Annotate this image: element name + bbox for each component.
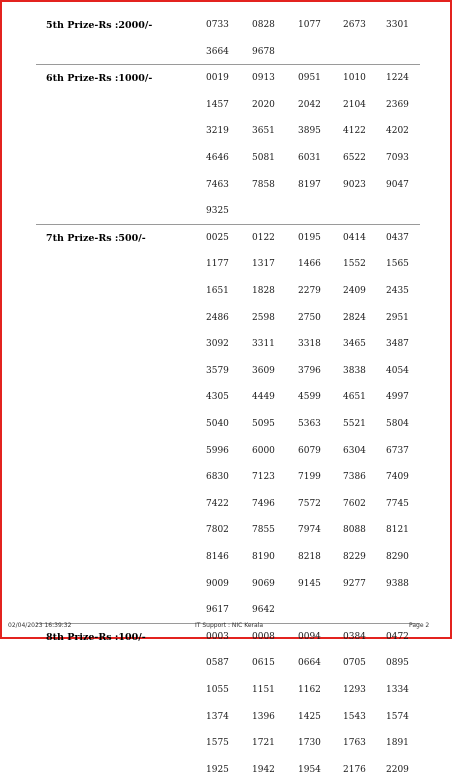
winning-number: 8088 xyxy=(343,525,366,536)
winning-number: 6830 xyxy=(206,472,229,483)
winning-number: 2042 xyxy=(298,99,321,110)
winning-number: 6031 xyxy=(298,152,321,163)
winning-number: 5040 xyxy=(206,418,229,429)
winning-number: 1293 xyxy=(343,684,366,695)
winning-number: 7463 xyxy=(206,179,229,190)
winning-number: 9642 xyxy=(252,605,275,616)
winning-number: 2435 xyxy=(386,285,409,296)
winning-number: 2824 xyxy=(343,312,366,323)
winning-number: 7422 xyxy=(206,498,229,509)
winning-number: 7093 xyxy=(386,152,409,163)
winning-number: 1574 xyxy=(386,711,409,722)
winning-number: 0615 xyxy=(252,658,275,669)
winning-number: 0664 xyxy=(298,658,321,669)
winning-number: 5081 xyxy=(252,152,275,163)
winning-number: 9678 xyxy=(252,46,275,57)
winning-number: 9069 xyxy=(252,578,275,589)
winning-number: 4646 xyxy=(206,152,229,163)
section-divider xyxy=(36,64,420,65)
winning-number: 8229 xyxy=(343,551,366,562)
winning-number: 3796 xyxy=(298,365,321,376)
prize-label: 7th Prize-Rs :500/- xyxy=(46,232,146,244)
winning-number: 4449 xyxy=(252,392,275,403)
winning-number: 3487 xyxy=(386,339,409,350)
winning-number: 0094 xyxy=(298,631,321,642)
winning-number: 7409 xyxy=(386,472,409,483)
winning-number: 4997 xyxy=(386,392,409,403)
winning-number: 0384 xyxy=(343,631,366,642)
winning-number: 3651 xyxy=(252,126,275,137)
winning-number: 1010 xyxy=(343,73,366,84)
winning-number: 5996 xyxy=(206,445,229,456)
winning-number: 4305 xyxy=(206,392,229,403)
page-footer xyxy=(2,622,452,634)
winning-number: 2020 xyxy=(252,99,275,110)
winning-number: 3838 xyxy=(343,365,366,376)
winning-number: 8190 xyxy=(252,551,275,562)
winning-number: 8146 xyxy=(206,551,229,562)
winning-number: 3895 xyxy=(298,126,321,137)
winning-number: 7855 xyxy=(252,525,275,536)
winning-number: 1224 xyxy=(386,73,409,84)
winning-number: 8290 xyxy=(386,551,409,562)
winning-number: 8218 xyxy=(298,551,321,562)
winning-number: 3092 xyxy=(206,339,229,350)
section-divider xyxy=(36,224,420,225)
winning-number: 0472 xyxy=(386,631,409,642)
winning-number: 1374 xyxy=(206,711,229,722)
winning-number: 0705 xyxy=(343,658,366,669)
winning-number: 0895 xyxy=(386,658,409,669)
winning-number: 0733 xyxy=(206,20,229,30)
winning-number: 1651 xyxy=(206,285,229,296)
winning-number: 2598 xyxy=(252,312,275,323)
prize-label: 5th Prize-Rs :2000/- xyxy=(46,20,153,31)
winning-number: 4599 xyxy=(298,392,321,403)
winning-number: 7745 xyxy=(386,498,409,509)
winning-number: 5095 xyxy=(252,418,275,429)
winning-number: 1763 xyxy=(343,738,366,749)
winning-number: 1954 xyxy=(298,764,321,775)
winning-number: 1177 xyxy=(206,259,229,270)
winning-number: 9009 xyxy=(206,578,229,589)
winning-number: 1565 xyxy=(386,259,409,270)
winning-number: 1730 xyxy=(298,738,321,749)
winning-number: 2750 xyxy=(298,312,321,323)
winning-number: 5363 xyxy=(298,418,321,429)
winning-number: 2176 xyxy=(343,764,366,775)
winning-number: 7123 xyxy=(252,472,275,483)
winning-number: 7386 xyxy=(343,472,366,483)
winning-number: 3301 xyxy=(386,20,409,30)
winning-number: 1457 xyxy=(206,99,229,110)
winning-number: 5804 xyxy=(386,418,409,429)
winning-number: 9388 xyxy=(386,578,409,589)
winning-number: 5521 xyxy=(343,418,366,429)
winning-number: 7858 xyxy=(252,179,275,190)
winning-number: 1828 xyxy=(252,285,275,296)
winning-number: 1466 xyxy=(298,259,321,270)
winning-number: 1151 xyxy=(252,684,275,695)
winning-number: 0437 xyxy=(386,232,409,243)
winning-number: 9325 xyxy=(206,206,229,217)
winning-number: 7496 xyxy=(252,498,275,509)
winning-number: 3311 xyxy=(252,339,275,350)
winning-number: 1925 xyxy=(206,764,229,775)
winning-number: 2486 xyxy=(206,312,229,323)
winning-number: 1942 xyxy=(252,764,275,775)
winning-number: 1891 xyxy=(386,738,409,749)
winning-number: 3219 xyxy=(206,126,229,137)
winning-number: 1334 xyxy=(386,684,409,695)
winning-number: 8121 xyxy=(386,525,409,536)
winning-number: 3465 xyxy=(343,339,366,350)
winning-number: 0951 xyxy=(298,73,321,84)
winning-number: 0003 xyxy=(206,631,229,642)
winning-number: 0025 xyxy=(206,232,229,243)
winning-number: 0195 xyxy=(298,232,321,243)
winning-number: 1552 xyxy=(343,259,366,270)
winning-number: 2104 xyxy=(343,99,366,110)
winning-number: 2409 xyxy=(343,285,366,296)
winning-number: 9277 xyxy=(343,578,366,589)
page-number: Page 2 xyxy=(409,622,430,629)
winning-number: 3579 xyxy=(206,365,229,376)
winning-number: 6304 xyxy=(343,445,366,456)
winning-number: 1543 xyxy=(343,711,366,722)
it-support-label: IT Support : NIC Kerala xyxy=(195,622,264,629)
winning-number: 1721 xyxy=(252,738,275,749)
winning-number: 2673 xyxy=(343,20,366,30)
winning-number: 7602 xyxy=(343,498,366,509)
winning-number: 9047 xyxy=(386,179,409,190)
winning-number: 4651 xyxy=(343,392,366,403)
winning-number: 1077 xyxy=(298,20,321,30)
winning-number: 4202 xyxy=(386,126,409,137)
winning-number: 7974 xyxy=(298,525,321,536)
winning-number: 3609 xyxy=(252,365,275,376)
winning-number: 3664 xyxy=(206,46,229,57)
winning-number: 2209 xyxy=(386,764,409,775)
winning-number: 1055 xyxy=(206,684,229,695)
winning-number: 2279 xyxy=(298,285,321,296)
winning-number: 6000 xyxy=(252,445,275,456)
winning-number: 1317 xyxy=(252,259,275,270)
winning-number: 7572 xyxy=(298,498,321,509)
winning-number: 6737 xyxy=(386,445,409,456)
winning-number: 0828 xyxy=(252,20,275,30)
winning-number: 4054 xyxy=(386,365,409,376)
winning-number: 9023 xyxy=(343,179,366,190)
winning-number: 0019 xyxy=(206,73,229,84)
winning-number: 6079 xyxy=(298,445,321,456)
prize-label: 8th Prize-Rs :100/- xyxy=(46,631,146,643)
winning-number: 4122 xyxy=(343,126,366,137)
print-timestamp: 02/04/2023 16:39:32 xyxy=(8,622,72,629)
winning-number: 0913 xyxy=(252,73,275,84)
winning-number: 0587 xyxy=(206,658,229,669)
winning-number: 6522 xyxy=(343,152,366,163)
winning-number: 2951 xyxy=(386,312,409,323)
winning-number: 7199 xyxy=(298,472,321,483)
winning-number: 9145 xyxy=(298,578,321,589)
winning-number: 1425 xyxy=(298,711,321,722)
winning-number: 7802 xyxy=(206,525,229,536)
winning-number: 2369 xyxy=(386,99,409,110)
winning-number: 0122 xyxy=(252,232,275,243)
winning-number: 8197 xyxy=(298,179,321,190)
winning-number: 3318 xyxy=(298,339,321,350)
winning-number: 1162 xyxy=(298,684,321,695)
winning-number: 0414 xyxy=(343,232,366,243)
winning-number: 1575 xyxy=(206,738,229,749)
winning-number: 9617 xyxy=(206,605,229,616)
winning-number: 0008 xyxy=(252,631,275,642)
winning-number: 1396 xyxy=(252,711,275,722)
prize-label: 6th Prize-Rs :1000/- xyxy=(46,73,153,85)
